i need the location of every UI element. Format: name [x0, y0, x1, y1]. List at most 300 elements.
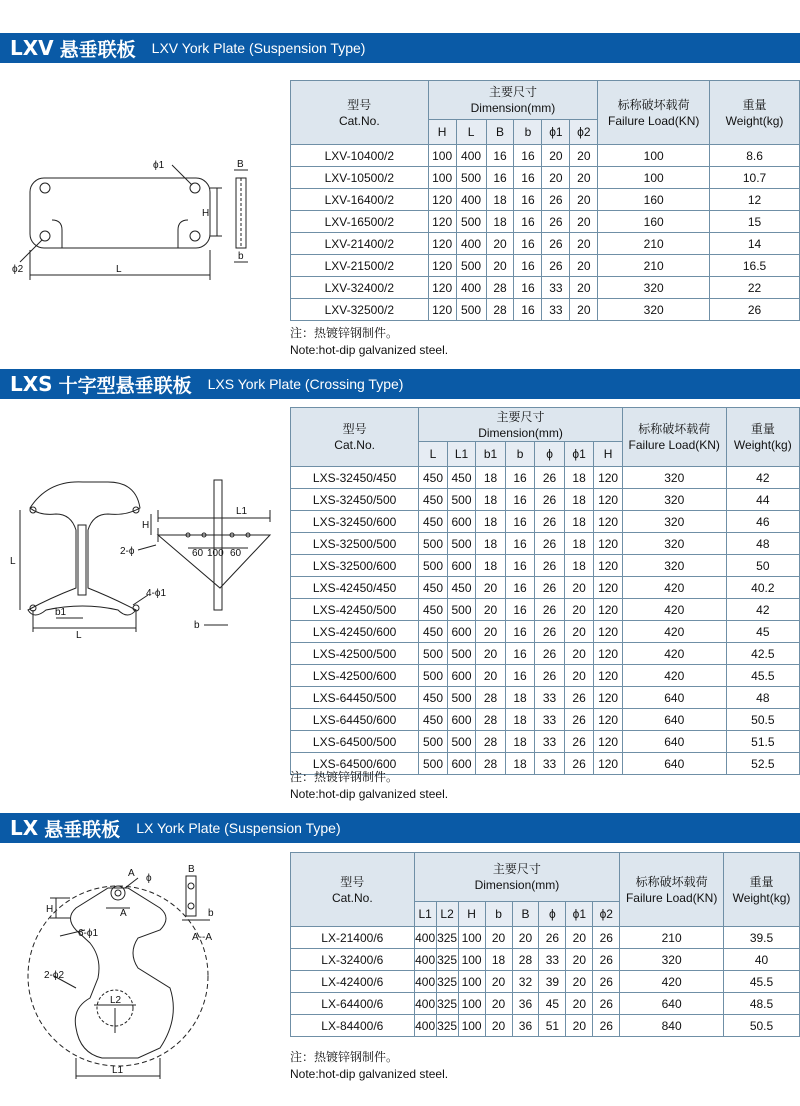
table-cell: 32: [512, 971, 539, 993]
table-cell: 33: [535, 687, 565, 709]
failure-load-header: 标称破坏载荷 Failure Load(KN): [598, 81, 710, 145]
lx-section-header: [0, 813, 800, 843]
lxv-label-b-small: b: [238, 251, 244, 262]
table-cell: 26: [564, 731, 594, 753]
table-cell: 15: [710, 211, 800, 233]
dim-col-header: b1: [476, 442, 506, 467]
table-cell: 26: [542, 211, 570, 233]
table-cell: 100: [428, 167, 456, 189]
cat-no-cell: LXS-64500/600: [291, 753, 419, 775]
lxv-label-phi2: ϕ2: [12, 264, 24, 275]
table-cell: 840: [620, 1015, 724, 1037]
lxs-section-header: [0, 369, 800, 399]
table-cell: 42: [726, 599, 799, 621]
table-cell: 120: [594, 555, 623, 577]
table-cell: 26: [542, 233, 570, 255]
dim-col-header: ϕ1: [566, 902, 593, 927]
section-code: LXS: [10, 372, 53, 396]
dim-col-header: H: [428, 120, 456, 145]
table-row: [291, 555, 800, 577]
table-cell: 420: [622, 643, 726, 665]
table-cell: 50: [726, 555, 799, 577]
lxv-drawing: [10, 150, 280, 290]
cat-no-cell: LXV-21400/2: [291, 233, 429, 255]
table-cell: 45: [539, 993, 566, 1015]
table-cell: 48: [726, 687, 799, 709]
cat-no-cell: LXS-32450/450: [291, 467, 419, 489]
table-row: [291, 621, 800, 643]
lxv-label-h: H: [202, 208, 210, 219]
cat-no-cell: LXS-32500/600: [291, 555, 419, 577]
table-cell: 20: [570, 233, 598, 255]
dim-col-header: B: [486, 120, 514, 145]
table-cell: 320: [598, 277, 710, 299]
table-cell: 20: [566, 927, 593, 949]
table-cell: 325: [436, 927, 458, 949]
table-cell: 100: [458, 1015, 485, 1037]
section-title-en: LXV York Plate (Suspension Type): [151, 40, 366, 56]
table-cell: 16: [514, 233, 542, 255]
dim-col-header: ϕ1: [542, 120, 570, 145]
table-cell: 20: [570, 299, 598, 321]
cat-no-cell: LXV-32500/2: [291, 299, 429, 321]
cat-no-cell: LXS-42450/600: [291, 621, 419, 643]
table-cell: 36: [512, 1015, 539, 1037]
table-cell: 16: [505, 643, 535, 665]
table-cell: 325: [436, 1015, 458, 1037]
table-cell: 120: [594, 687, 623, 709]
table-cell: 500: [419, 643, 448, 665]
table-cell: 320: [620, 949, 724, 971]
table-cell: 26: [542, 255, 570, 277]
table-cell: 18: [505, 709, 535, 731]
table-cell: 20: [570, 255, 598, 277]
table-cell: 420: [622, 621, 726, 643]
table-cell: 44: [726, 489, 799, 511]
note-en: Note:hot-dip galvanized steel.: [290, 1067, 449, 1081]
table-cell: 120: [594, 665, 623, 687]
table-cell: 8.6: [710, 145, 800, 167]
table-row: [291, 1015, 800, 1037]
table-cell: 120: [428, 277, 456, 299]
dim-col-header: L: [419, 442, 448, 467]
table-row: [291, 665, 800, 687]
table-cell: 26: [593, 949, 620, 971]
table-cell: 16.5: [710, 255, 800, 277]
table-cell: 20: [476, 577, 506, 599]
table-cell: 500: [447, 533, 476, 555]
table-cell: 33: [542, 299, 570, 321]
table-cell: 500: [447, 731, 476, 753]
table-cell: 320: [622, 489, 726, 511]
table-cell: 16: [514, 189, 542, 211]
table-row: [291, 949, 800, 971]
lxv-label-l: L: [116, 264, 122, 275]
table-cell: 26: [535, 621, 565, 643]
dimension-header: 主要尺寸 Dimension(mm): [419, 408, 623, 442]
dim-col-header: H: [594, 442, 623, 467]
table-cell: 20: [570, 277, 598, 299]
table-cell: 20: [570, 211, 598, 233]
table-cell: 325: [436, 949, 458, 971]
table-row: [291, 599, 800, 621]
table-cell: 18: [505, 687, 535, 709]
table-cell: 48.5: [724, 993, 800, 1015]
table-cell: 20: [486, 233, 514, 255]
lxv-hole: [40, 183, 50, 193]
table-cell: 45.5: [724, 971, 800, 993]
table-cell: 120: [428, 255, 456, 277]
table-cell: 640: [622, 709, 726, 731]
cat-no-cell: LXS-32450/500: [291, 489, 419, 511]
table-cell: 400: [414, 1015, 436, 1037]
table-cell: 40.2: [726, 577, 799, 599]
table-cell: 26: [535, 533, 565, 555]
cat-no-header: 型号 Cat.No.: [291, 408, 419, 467]
table-cell: 500: [447, 599, 476, 621]
table-cell: 450: [419, 489, 448, 511]
table-cell: 400: [456, 189, 486, 211]
table-cell: 20: [566, 971, 593, 993]
table-cell: 28: [512, 949, 539, 971]
note-cn: 注：热镀锌钢制件。: [290, 1050, 399, 1064]
table-cell: 18: [564, 489, 594, 511]
table-cell: 420: [622, 577, 726, 599]
table-cell: 320: [622, 511, 726, 533]
lxs-label-4phi1: 4-ϕ1: [146, 588, 167, 599]
table-cell: 28: [476, 731, 506, 753]
table-cell: 500: [456, 211, 486, 233]
table-cell: 320: [622, 467, 726, 489]
table-cell: 20: [542, 167, 570, 189]
table-cell: 18: [476, 533, 506, 555]
cat-no-cell: LXV-21500/2: [291, 255, 429, 277]
table-cell: 33: [535, 731, 565, 753]
failure-load-header: 标称破坏载荷 Failure Load(KN): [622, 408, 726, 467]
table-cell: 18: [564, 555, 594, 577]
table-cell: 120: [594, 643, 623, 665]
table-cell: 26: [542, 189, 570, 211]
lxs-label-b: b: [194, 620, 200, 631]
dim-col-header: H: [458, 902, 485, 927]
dim-col-header: ϕ: [535, 442, 565, 467]
table-cell: 28: [476, 753, 506, 775]
table-cell: 20: [476, 665, 506, 687]
table-row: [291, 971, 800, 993]
table-cell: 20: [512, 927, 539, 949]
table-cell: 20: [486, 255, 514, 277]
table-cell: 45.5: [726, 665, 799, 687]
section-code: LXV: [10, 36, 54, 60]
section-title-cn: 悬垂联板: [59, 38, 136, 61]
table-cell: 18: [505, 753, 535, 775]
lxv-section-header: [0, 33, 800, 63]
note-en: Note:hot-dip galvanized steel.: [290, 787, 449, 801]
table-cell: 51: [539, 1015, 566, 1037]
lx-note: [290, 1049, 448, 1083]
cat-no-cell: LX-21400/6: [291, 927, 415, 949]
table-cell: 325: [436, 993, 458, 1015]
cat-no-cell: LXS-64500/500: [291, 731, 419, 753]
dim-col-header: L2: [436, 902, 458, 927]
table-cell: 400: [456, 233, 486, 255]
table-row: [291, 687, 800, 709]
table-cell: 450: [419, 599, 448, 621]
table-cell: 20: [485, 1015, 512, 1037]
table-cell: 20: [566, 993, 593, 1015]
table-row: [291, 255, 800, 277]
table-cell: 500: [447, 687, 476, 709]
dim-col-header: L1: [414, 902, 436, 927]
table-cell: 600: [447, 621, 476, 643]
table-cell: 400: [456, 145, 486, 167]
lxv-spec-table: [290, 80, 800, 321]
table-cell: 20: [564, 643, 594, 665]
table-cell: 120: [594, 621, 623, 643]
lxv-hole: [40, 231, 50, 241]
lx-side-view: [186, 876, 196, 916]
table-cell: 20: [485, 971, 512, 993]
table-cell: 16: [486, 145, 514, 167]
table-cell: 640: [622, 731, 726, 753]
table-row: [291, 467, 800, 489]
table-cell: 28: [476, 709, 506, 731]
section-code: LX: [10, 816, 39, 840]
table-cell: 210: [620, 927, 724, 949]
lx-label-b-small: b: [208, 908, 214, 919]
table-cell: 320: [598, 299, 710, 321]
lxs-label-l-bottom: L: [76, 630, 82, 640]
table-row: [291, 211, 800, 233]
table-cell: 33: [542, 277, 570, 299]
table-cell: 18: [476, 467, 506, 489]
cat-no-cell: LXV-16500/2: [291, 211, 429, 233]
dim-col-header: B: [512, 902, 539, 927]
table-cell: 320: [622, 533, 726, 555]
table-cell: 210: [598, 233, 710, 255]
lxv-plate-outline: [30, 178, 210, 248]
table-cell: 26: [539, 927, 566, 949]
table-cell: 16: [505, 533, 535, 555]
section-title-en: LX York Plate (Suspension Type): [136, 820, 341, 836]
table-cell: 450: [419, 709, 448, 731]
table-cell: 26: [710, 299, 800, 321]
lxv-label-b-big: B: [237, 159, 244, 170]
table-cell: 120: [428, 299, 456, 321]
table-cell: 46: [726, 511, 799, 533]
table-row: [291, 511, 800, 533]
table-cell: 16: [505, 599, 535, 621]
table-cell: 50.5: [724, 1015, 800, 1037]
lx-label-l1: L1: [112, 1065, 124, 1076]
cat-no-cell: LX-32400/6: [291, 949, 415, 971]
table-cell: 160: [598, 189, 710, 211]
table-cell: 20: [570, 189, 598, 211]
table-cell: 100: [598, 167, 710, 189]
lxs-label-h: H: [142, 520, 150, 531]
weight-header: 重量 Weight(kg): [710, 81, 800, 145]
table-cell: 640: [620, 993, 724, 1015]
table-cell: 500: [456, 167, 486, 189]
table-cell: 20: [566, 1015, 593, 1037]
table-cell: 450: [419, 511, 448, 533]
cat-no-cell: LXS-42500/500: [291, 643, 419, 665]
table-cell: 20: [542, 145, 570, 167]
table-cell: 100: [458, 949, 485, 971]
cat-no-cell: LX-64400/6: [291, 993, 415, 1015]
dim-col-header: L: [456, 120, 486, 145]
table-cell: 600: [447, 511, 476, 533]
lxs-drawing: [8, 470, 283, 640]
table-cell: 12: [710, 189, 800, 211]
section-title-en: LXS York Plate (Crossing Type): [207, 376, 404, 392]
note-cn: 注：热镀锌钢制件。: [290, 770, 399, 784]
table-cell: 18: [564, 511, 594, 533]
lx-label-l2: L2: [110, 995, 122, 1006]
cat-no-cell: LXV-32400/2: [291, 277, 429, 299]
dimension-header: 主要尺寸 Dimension(mm): [428, 81, 598, 120]
table-cell: 50.5: [726, 709, 799, 731]
table-cell: 100: [458, 927, 485, 949]
table-cell: 640: [622, 753, 726, 775]
table-cell: 48: [726, 533, 799, 555]
table-cell: 450: [419, 577, 448, 599]
table-cell: 500: [419, 533, 448, 555]
table-cell: 500: [419, 731, 448, 753]
table-cell: 400: [414, 971, 436, 993]
table-cell: 120: [428, 233, 456, 255]
table-cell: 18: [564, 467, 594, 489]
table-cell: 26: [535, 665, 565, 687]
table-cell: 33: [535, 753, 565, 775]
weight-header: 重量 Weight(kg): [724, 853, 800, 927]
table-cell: 20: [476, 643, 506, 665]
cat-no-cell: LXV-10500/2: [291, 167, 429, 189]
cat-no-cell: LXS-42500/600: [291, 665, 419, 687]
table-cell: 16: [514, 211, 542, 233]
dim-col-header: L1: [447, 442, 476, 467]
table-cell: 26: [535, 577, 565, 599]
table-cell: 450: [447, 467, 476, 489]
table-cell: 600: [447, 753, 476, 775]
lx-label-a-bottom: A: [120, 908, 127, 919]
table-cell: 20: [570, 167, 598, 189]
table-cell: 26: [593, 927, 620, 949]
table-cell: 500: [456, 299, 486, 321]
table-cell: 450: [419, 467, 448, 489]
table-cell: 120: [594, 731, 623, 753]
failure-load-header: 标称破坏载荷 Failure Load(KN): [620, 853, 724, 927]
table-cell: 39: [539, 971, 566, 993]
table-cell: 120: [594, 489, 623, 511]
table-cell: 400: [414, 949, 436, 971]
lx-label-a-top: A: [128, 868, 135, 879]
lxv-hole: [190, 231, 200, 241]
cat-no-header: 型号 Cat.No.: [291, 81, 429, 145]
table-cell: 100: [428, 145, 456, 167]
table-cell: 20: [566, 949, 593, 971]
table-cell: 500: [447, 489, 476, 511]
table-cell: 20: [485, 927, 512, 949]
cat-no-cell: LXV-16400/2: [291, 189, 429, 211]
lxs-label-2phi: 2-ϕ: [120, 546, 135, 557]
table-cell: 39.5: [724, 927, 800, 949]
table-row: [291, 577, 800, 599]
lxs-label-60a: 60: [192, 548, 204, 559]
table-cell: 16: [514, 255, 542, 277]
table-cell: 26: [535, 643, 565, 665]
lxs-label-60b: 60: [230, 548, 242, 559]
table-row: [291, 731, 800, 753]
table-cell: 20: [564, 665, 594, 687]
lx-drawing: [10, 858, 270, 1080]
table-cell: 420: [620, 971, 724, 993]
table-cell: 640: [622, 687, 726, 709]
table-cell: 40: [724, 949, 800, 971]
table-row: [291, 993, 800, 1015]
table-cell: 28: [486, 277, 514, 299]
cat-no-header: 型号 Cat.No.: [291, 853, 415, 927]
table-cell: 500: [456, 255, 486, 277]
table-cell: 320: [622, 555, 726, 577]
lxs-label-b1: b1: [55, 607, 67, 618]
table-row: [291, 189, 800, 211]
lxs-center-bar: [214, 480, 222, 610]
table-cell: 22: [710, 277, 800, 299]
table-cell: 16: [505, 489, 535, 511]
table-cell: 120: [594, 599, 623, 621]
table-cell: 18: [486, 211, 514, 233]
table-cell: 160: [598, 211, 710, 233]
section-title-cn: 悬垂联板: [44, 818, 121, 841]
cat-no-cell: LXS-32500/500: [291, 533, 419, 555]
table-cell: 33: [535, 709, 565, 731]
table-cell: 16: [505, 621, 535, 643]
table-cell: 210: [598, 255, 710, 277]
dim-col-header: b: [514, 120, 542, 145]
table-cell: 45: [726, 621, 799, 643]
table-cell: 450: [419, 621, 448, 643]
table-cell: 20: [564, 599, 594, 621]
table-cell: 20: [476, 599, 506, 621]
table-cell: 10.7: [710, 167, 800, 189]
table-cell: 400: [414, 927, 436, 949]
note-cn: 注：热镀锌钢制件。: [290, 326, 399, 340]
table-cell: 120: [594, 533, 623, 555]
table-cell: 120: [428, 211, 456, 233]
section-title-cn: 十字型悬垂联板: [58, 374, 192, 397]
table-row: [291, 927, 800, 949]
table-cell: 26: [593, 1015, 620, 1037]
lxs-spec-table: [290, 407, 800, 775]
table-cell: 20: [564, 577, 594, 599]
dim-col-header: b: [505, 442, 535, 467]
dimension-header: 主要尺寸 Dimension(mm): [414, 853, 620, 902]
table-cell: 120: [428, 189, 456, 211]
note-en: Note:hot-dip galvanized steel.: [290, 343, 449, 357]
table-cell: 18: [505, 731, 535, 753]
table-cell: 420: [622, 665, 726, 687]
lxs-label-l1: L1: [236, 506, 248, 517]
table-cell: 500: [419, 555, 448, 577]
table-cell: 16: [505, 665, 535, 687]
cat-no-cell: LXV-10400/2: [291, 145, 429, 167]
table-cell: 20: [485, 993, 512, 1015]
cat-no-cell: LXS-64450/600: [291, 709, 419, 731]
table-cell: 28: [486, 299, 514, 321]
cat-no-cell: LXS-42450/450: [291, 577, 419, 599]
lx-spec-table: [290, 852, 800, 1037]
